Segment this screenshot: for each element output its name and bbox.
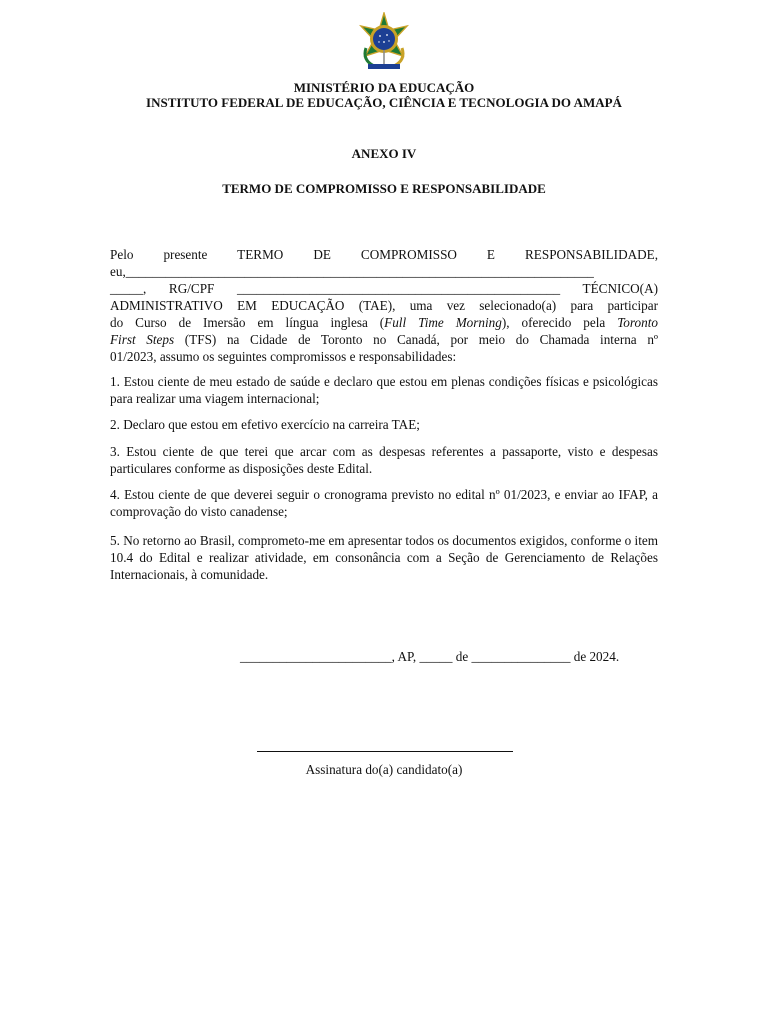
place-date-line: _______________________, AP, _____ de _______________ de 2024. — [240, 649, 620, 664]
brazil-coat-of-arms-icon — [356, 12, 412, 72]
commitment-item-5: 5. No retorno ao Brasil, comprometo-me em apresentar todos os documentos exigidos, conforme o item 10.4 do Edital e realizar atividade, em consonância com a Seção de Gerenciamento de Relações Internacionais, à comunidade. — [110, 533, 658, 582]
signature-label: Assinatura do(a) candidato(a) — [305, 762, 463, 777]
intro-paragraph — [110, 246, 658, 365]
course-name: Full Time Morning — [384, 315, 502, 330]
institute-name: INSTITUTO FEDERAL DE EDUCAÇÃO, CIÊNCIA E TECNOLOGIA DO AMAPÁ — [146, 95, 622, 110]
intro-line: Pelo presente TERMO DE COMPROMISSO E RESPONSABILIDADE, — [110, 247, 658, 262]
commitment-item-1: 1. Estou ciente de meu estado de saúde e declaro que estou em plenas condições físicas e psicológicas para realizar uma viagem internacional; — [110, 374, 658, 406]
intro-line: do Curso de Imersão em língua inglesa (Full Time Morning), oferecido pela Toronto — [110, 315, 658, 330]
school-name: Toronto — [617, 315, 658, 330]
signature-line — [257, 751, 513, 752]
ministry-name: MINISTÉRIO DA EDUCAÇÃO — [293, 80, 475, 95]
document-title: TERMO DE COMPROMISSO E RESPONSABILIDADE — [222, 181, 546, 196]
annex-label: ANEXO IV — [351, 146, 417, 161]
id-blank-line: _____, RG/CPF _________________________________________________ TÉCNICO(A) — [110, 281, 658, 296]
commitment-item-4: 4. Estou ciente de que deverei seguir o cronograma previsto no edital nº 01/2023, e enviar ao IFAP, a comprovação do visto canadense; — [110, 487, 658, 519]
school-name: First Steps — [110, 332, 175, 347]
commitment-item-3: 3. Estou ciente de que terei que arcar com as despesas referentes a passaporte, visto e despesas particulares conforme as disposições deste Edital. — [110, 444, 658, 476]
intro-line: ADMINISTRATIVO EM EDUCAÇÃO (TAE), uma vez selecionado(a) para participar — [110, 298, 658, 313]
name-blank-line: eu,_______________________________________________________________________ — [110, 264, 594, 279]
commitment-item-2: 2. Declaro que estou em efetivo exercício na carreira TAE; — [110, 417, 420, 432]
intro-line: 01/2023, assumo os seguintes compromissos e responsabilidades: — [110, 349, 457, 364]
intro-line: First Steps (TFS) na Cidade de Toronto no Canadá, por meio do Chamada interna nº — [110, 332, 658, 347]
document-header — [0, 80, 768, 110]
